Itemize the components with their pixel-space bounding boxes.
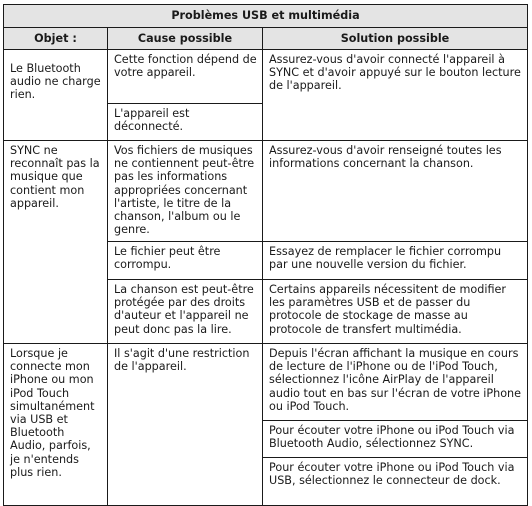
cause-text: Le fichier peut être corrompu. [114, 245, 221, 272]
object-text: SYNC ne reconnaît pas la musique que contient mon appareil. [10, 144, 100, 210]
table-row [4, 141, 528, 242]
cause-text: Il s'agit d'une restriction de l'appareil. [114, 347, 250, 374]
solution-cell [263, 280, 528, 344]
cause-cell [108, 104, 263, 141]
table-header-row [4, 28, 528, 50]
object-text: Lorsque je connecte mon iPhone ou mon iPod Touch simultanément via USB et Bluetooth Audio, parfois, je n'entends plus rien. [10, 347, 95, 479]
cause-text: Cette fonction dépend de votre appareil. [114, 53, 257, 80]
table-row [4, 344, 528, 421]
header-object: Objet : [4, 28, 108, 50]
solution-cell [263, 421, 528, 458]
solution-text: Assurez-vous d'avoir connecté l'appareil à SYNC et d'avoir appuyé sur le bouton lecture de l'appareil. [269, 53, 521, 93]
cause-text: La chanson est peut-être protégée par des droits d'auteur et l'appareil ne peut donc pas la lire. [114, 283, 254, 336]
cause-cell [108, 50, 263, 104]
solution-text: Pour écouter votre iPhone ou iPod Touch via USB, sélectionnez le connecteur de dock. [269, 461, 515, 488]
object-cell [4, 141, 108, 344]
cause-text: Vos fichiers de musiques ne contiennent peut-être pas les informations appropriées concernant l'artiste, le titre de la chanson, l'album ou le genre. [114, 144, 255, 237]
solution-cell [263, 344, 528, 421]
solution-text: Essayez de remplacer le fichier corrompu par une nouvelle version du fichier. [269, 245, 502, 272]
header-cause: Cause possible [108, 28, 263, 50]
cause-text: L'appareil est déconnecté. [114, 107, 190, 134]
table-row [4, 50, 528, 104]
solution-text: Depuis l'écran affichant la musique en cours de lecture de l'iPhone ou de l'iPod Touch, sélectionnez l'icône AirPlay de l'appareil audio tout en bas sur l'écran de votre iPhone ou iPod Touch. [269, 347, 522, 413]
troubleshooting-table [3, 4, 528, 506]
cause-cell [108, 242, 263, 280]
solution-cell [263, 141, 528, 242]
solution-text: Assurez-vous d'avoir renseigné toutes les informations concernant la chanson. [269, 144, 502, 171]
solution-text: Pour écouter votre iPhone ou iPod Touch via Bluetooth Audio, sélectionnez SYNC. [269, 424, 515, 451]
solution-cell [263, 458, 528, 506]
header-solution: Solution possible [263, 28, 528, 50]
object-text: Le Bluetooth audio ne charge rien. [10, 62, 101, 102]
cause-cell [108, 280, 263, 344]
cause-cell [108, 141, 263, 242]
cause-cell [108, 344, 263, 506]
table-title: Problèmes USB et multimédia [4, 5, 528, 28]
object-cell [4, 50, 108, 141]
object-cell [4, 344, 108, 506]
solution-cell [263, 50, 528, 141]
solution-text: Certains appareils nécessitent de modifier les paramètres USB et de passer du protocole de stockage de masse au protocole de transfert multimédia. [269, 283, 506, 336]
table-title-row [4, 5, 528, 28]
solution-cell [263, 242, 528, 280]
